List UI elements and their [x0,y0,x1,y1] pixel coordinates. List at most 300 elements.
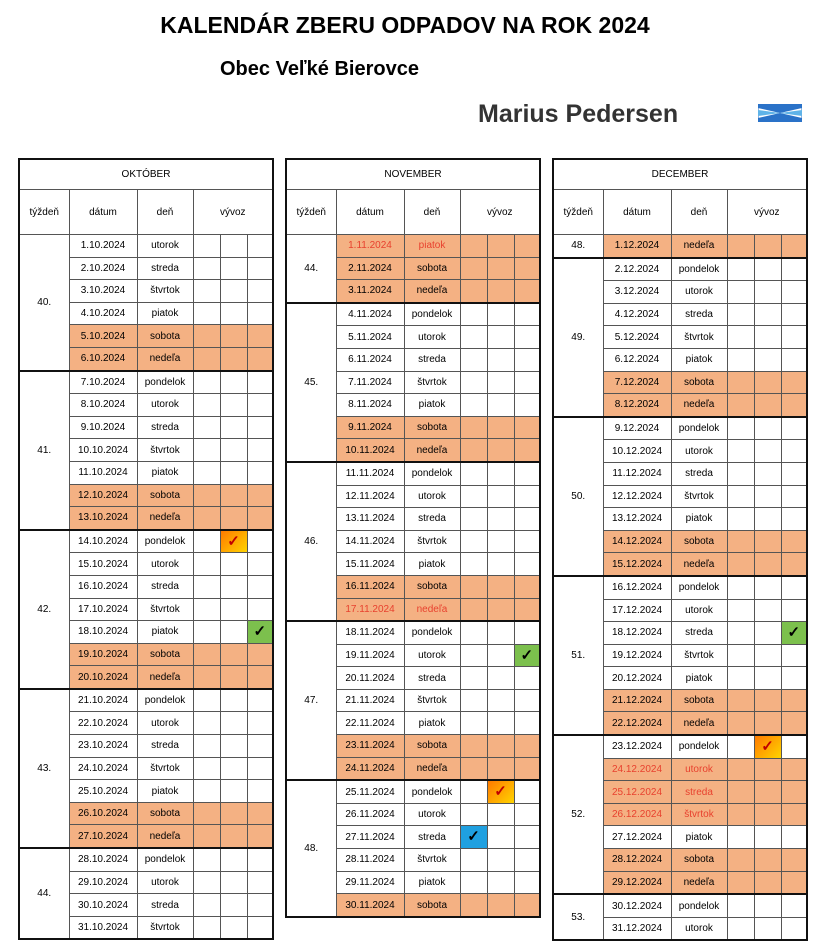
pickup-cell [193,461,220,484]
day-cell: streda [671,622,727,645]
week-number: 40. [19,235,69,371]
table-row [19,848,273,871]
day-cell: piatok [671,667,727,690]
day-cell: sobota [404,735,460,758]
day-cell: sobota [404,575,460,598]
pickup-cell [487,508,514,531]
pickup-cell [193,712,220,735]
pickup-cell [193,484,220,507]
pickup-cell [247,394,273,417]
day-cell: streda [137,735,193,758]
week-number: 41. [19,371,69,530]
pickup-cell [193,439,220,462]
pickup-cell [193,848,220,871]
pickup-cell [781,235,807,258]
pickup-cell [460,371,487,394]
date-cell: 4.11.2024 [336,303,404,326]
pickup-cell [460,894,487,917]
day-cell: utorok [137,553,193,576]
date-cell: 31.10.2024 [69,916,137,939]
page-subtitle: Obec Veľké Bierovce [220,58,419,80]
pickup-cell [193,643,220,666]
table-row [19,689,273,712]
pickup-cell [754,485,781,508]
pickup-cell [460,348,487,371]
pickup-cell [781,781,807,804]
pickup-cell [193,666,220,689]
pickup-cell [781,440,807,463]
date-cell: 22.11.2024 [336,712,404,735]
date-cell: 1.10.2024 [69,235,137,258]
date-cell: 15.11.2024 [336,553,404,576]
pickup-cell [247,780,273,803]
week-number: 45. [286,303,336,462]
date-cell: 21.11.2024 [336,689,404,712]
pickup-cell [247,825,273,848]
date-cell: 23.10.2024 [69,735,137,758]
date-cell: 2.12.2024 [603,258,671,281]
pickup-cell [781,803,807,826]
pickup-cell [193,916,220,939]
pickup-cell [247,757,273,780]
pickup-cell [193,757,220,780]
pickup-cell [460,439,487,462]
date-cell: 28.10.2024 [69,848,137,871]
pickup-cell [460,689,487,712]
day-cell: pondelok [137,371,193,394]
date-cell: 12.11.2024 [336,485,404,508]
pickup-cell [514,257,540,280]
pickup-cell [781,599,807,622]
date-cell: 2.11.2024 [336,257,404,280]
page-title: KALENDÁR ZBERU ODPADOV NA ROK 2024 [160,12,650,38]
pickup-cell [754,826,781,849]
day-cell: pondelok [137,689,193,712]
pickup-cell [727,576,754,599]
day-cell: štvrtok [137,916,193,939]
pickup-cell [460,553,487,576]
pickup-cell [727,485,754,508]
date-cell: 30.11.2024 [336,894,404,917]
pickup-cell [460,508,487,531]
date-cell: 30.12.2024 [603,894,671,917]
pickup-cell [247,416,273,439]
date-cell: 27.11.2024 [336,826,404,849]
date-cell: 21.12.2024 [603,689,671,712]
pickup-cell [220,621,247,644]
month-table-2 [552,158,808,941]
pickup-cell [460,462,487,485]
pickup-cell [754,417,781,440]
date-cell: 14.12.2024 [603,530,671,553]
date-cell: 16.10.2024 [69,575,137,598]
date-cell: 20.10.2024 [69,666,137,689]
date-cell: 15.10.2024 [69,553,137,576]
date-cell: 3.12.2024 [603,281,671,304]
pickup-cell [487,235,514,258]
date-cell: 4.10.2024 [69,302,137,325]
pickup-cell [460,780,487,803]
pickup-cell [193,325,220,348]
pickup-cell [220,916,247,939]
pickup-cell [487,553,514,576]
date-cell: 17.10.2024 [69,598,137,621]
pickup-cell [754,235,781,258]
day-cell: nedeľa [404,598,460,621]
pickup-cell [754,871,781,894]
day-cell: štvrtok [671,644,727,667]
pickup-cell [487,849,514,872]
date-cell: 14.11.2024 [336,530,404,553]
day-cell: štvrtok [404,689,460,712]
pickup-cell [487,621,514,644]
day-cell: sobota [671,530,727,553]
pickup-cell [220,643,247,666]
pickup-cell [460,735,487,758]
day-cell: nedeľa [137,507,193,530]
date-cell: 9.12.2024 [603,417,671,440]
pickup-cell [487,257,514,280]
pickup-cell [487,394,514,417]
day-cell: piatok [404,553,460,576]
column-header-day: deň [137,190,193,235]
checkmark-icon: ✓ [515,645,540,667]
pickup-cell [727,508,754,531]
pickup-cell [754,440,781,463]
pickup-cell [220,461,247,484]
pickup-cell [727,712,754,735]
pickup-cell [247,871,273,894]
pickup-cell [514,326,540,349]
day-cell: štvrtok [671,485,727,508]
date-cell: 23.11.2024 [336,735,404,758]
pickup-cell [514,849,540,872]
month-name: OKTÓBER [19,159,273,190]
week-number: 46. [286,462,336,621]
pickup-cell [781,281,807,304]
date-cell: 29.11.2024 [336,871,404,894]
pickup-cell [727,826,754,849]
pickup-cell [487,712,514,735]
pickup-cell [514,485,540,508]
day-cell: nedeľa [671,394,727,417]
pickup-cell [514,598,540,621]
pickup-cell [220,735,247,758]
pickup-cell [514,712,540,735]
table-row [553,417,807,440]
pickup-cell [514,575,540,598]
pickup-cell [727,599,754,622]
pickup-cell [781,462,807,485]
pickup-cell [460,667,487,690]
day-cell: utorok [671,758,727,781]
pickup-cell [781,871,807,894]
day-cell: streda [671,303,727,326]
pickup-cell [220,347,247,370]
pickup-cell [220,666,247,689]
pickup-cell [781,758,807,781]
column-header-week: týždeň [286,190,336,235]
day-cell: pondelok [404,780,460,803]
pickup-cell [514,394,540,417]
pickup-cell [727,530,754,553]
pickup-cell [460,485,487,508]
day-cell: utorok [671,440,727,463]
day-cell: pondelok [404,303,460,326]
day-cell: utorok [137,712,193,735]
pickup-cell [754,758,781,781]
pickup-cell [220,484,247,507]
pickup-cell [247,257,273,280]
date-cell: 5.11.2024 [336,326,404,349]
pickup-cell [781,530,807,553]
date-cell: 2.10.2024 [69,257,137,280]
pickup-cell [754,371,781,394]
date-cell: 13.10.2024 [69,507,137,530]
pickup-cell [247,461,273,484]
pickup-cell [487,575,514,598]
date-cell: 11.11.2024 [336,462,404,485]
day-cell: sobota [404,416,460,439]
day-cell: piatok [404,394,460,417]
day-cell: pondelok [404,621,460,644]
day-cell: sobota [671,689,727,712]
pickup-cell [781,553,807,576]
pickup-cell [514,303,540,326]
week-number: 48. [286,780,336,917]
pickup-cell [754,508,781,531]
pickup-cell [514,826,540,849]
pickup-cell [220,825,247,848]
date-cell: 22.12.2024 [603,712,671,735]
pickup-cell [220,894,247,917]
pickup-cell [220,553,247,576]
day-cell: nedeľa [671,235,727,258]
pickup-cell [220,280,247,303]
pickup-cell [781,894,807,917]
pickup-cell [754,281,781,304]
pickup-cell [727,417,754,440]
pickup-cell [727,622,754,645]
column-header-date: dátum [603,190,671,235]
brand-logo-icon [758,104,802,122]
pickup-cell [727,644,754,667]
date-cell: 8.12.2024 [603,394,671,417]
day-cell: pondelok [671,417,727,440]
day-cell: nedeľa [137,666,193,689]
pickup-cell [514,780,540,803]
pickup-cell [727,735,754,758]
pickup-cell [727,689,754,712]
day-cell: streda [404,508,460,531]
week-number: 53. [553,894,603,940]
pickup-cell [781,394,807,417]
pickup-cell [247,507,273,530]
date-cell: 12.10.2024 [69,484,137,507]
pickup-cell [754,394,781,417]
date-cell: 18.11.2024 [336,621,404,644]
table-row [19,235,273,258]
column-header-day: deň [671,190,727,235]
pickup-cell [193,302,220,325]
pickup-cell [514,280,540,303]
column-header-week: týždeň [553,190,603,235]
date-cell: 28.11.2024 [336,849,404,872]
pickup-cell [514,462,540,485]
pickup-cell [247,802,273,825]
day-cell: utorok [137,871,193,894]
table-row [286,780,540,803]
week-number: 51. [553,576,603,735]
pickup-cell [781,508,807,531]
pickup-cell [754,599,781,622]
pickup-cell [487,826,514,849]
date-cell: 17.12.2024 [603,599,671,622]
day-cell: pondelok [671,576,727,599]
pickup-cell [460,303,487,326]
pickup-cell [220,416,247,439]
day-cell: streda [404,826,460,849]
pickup-cell [727,803,754,826]
pickup-cell [193,621,220,644]
month-name: NOVEMBER [286,159,540,190]
day-cell: sobota [671,849,727,872]
date-cell: 13.11.2024 [336,508,404,531]
date-cell: 4.12.2024 [603,303,671,326]
table-row [286,235,540,258]
day-cell: štvrtok [404,849,460,872]
week-number: 52. [553,735,603,894]
date-cell: 29.12.2024 [603,871,671,894]
pickup-cell [754,667,781,690]
pickup-cell [754,462,781,485]
pickup-cell [781,644,807,667]
pickup-cell [247,916,273,939]
pickup-cell [727,894,754,917]
column-header-day: deň [404,190,460,235]
day-cell: štvrtok [404,530,460,553]
day-cell: nedeľa [137,347,193,370]
pickup-cell [220,575,247,598]
pickup-cell [220,394,247,417]
pickup-cell [487,894,514,917]
pickup-cell [220,871,247,894]
day-cell: piatok [671,508,727,531]
pickup-cell [754,712,781,735]
table-row [553,235,807,258]
date-cell: 6.10.2024 [69,347,137,370]
pickup-cell [514,689,540,712]
day-cell: utorok [671,281,727,304]
pickup-cell [754,553,781,576]
pickup-cell [487,326,514,349]
date-cell: 31.12.2024 [603,917,671,940]
day-cell: štvrtok [137,439,193,462]
pickup-cell [193,735,220,758]
date-cell: 6.12.2024 [603,348,671,371]
date-cell: 6.11.2024 [336,348,404,371]
date-cell: 9.10.2024 [69,416,137,439]
table-row [286,303,540,326]
pickup-cell [247,347,273,370]
column-header-pickup: vývoz [460,190,540,235]
pickup-cell [727,281,754,304]
pickup-cell [247,643,273,666]
day-cell: utorok [671,599,727,622]
pickup-cell [754,576,781,599]
pickup-cell [193,347,220,370]
pickup-cell [247,530,273,553]
pickup-cell [247,712,273,735]
pickup-cell [460,621,487,644]
date-cell: 29.10.2024 [69,871,137,894]
pickup-cell [514,235,540,258]
month-name: DECEMBER [553,159,807,190]
pickup-cell [514,348,540,371]
column-header-week: týždeň [19,190,69,235]
day-cell: streda [137,416,193,439]
pickup-cell [220,848,247,871]
pickup-cell [460,235,487,258]
day-cell: piatok [404,871,460,894]
date-cell: 10.11.2024 [336,439,404,462]
column-header-pickup: vývoz [193,190,273,235]
date-cell: 1.12.2024 [603,235,671,258]
pickup-cell [781,348,807,371]
pickup-cell [247,439,273,462]
pickup-cell [754,894,781,917]
day-cell: pondelok [671,735,727,758]
pickup-cell [460,803,487,826]
pickup-cell [247,302,273,325]
week-number: 49. [553,258,603,417]
pickup-cell [781,689,807,712]
table-row [19,371,273,394]
day-cell: utorok [671,917,727,940]
pickup-cell [487,667,514,690]
date-cell: 22.10.2024 [69,712,137,735]
day-cell: nedeľa [137,825,193,848]
pickup-cell [193,530,220,553]
pickup-cell [220,371,247,394]
date-cell: 25.11.2024 [336,780,404,803]
month-table-0 [18,158,274,940]
pickup-cell [781,485,807,508]
pickup-cell [754,644,781,667]
pickup-cell [460,598,487,621]
day-cell: nedeľa [404,757,460,780]
week-number: 43. [19,689,69,848]
date-cell: 11.12.2024 [603,462,671,485]
pickup-cell [754,781,781,804]
pickup-cell [487,439,514,462]
pickup-cell [193,280,220,303]
column-header-date: dátum [69,190,137,235]
date-cell: 15.12.2024 [603,553,671,576]
pickup-cell [247,666,273,689]
pickup-cell [220,325,247,348]
week-number: 42. [19,530,69,689]
day-cell: streda [671,462,727,485]
pickup-cell [754,689,781,712]
day-cell: sobota [671,371,727,394]
date-cell: 11.10.2024 [69,461,137,484]
pickup-cell [487,303,514,326]
pickup-cell [781,826,807,849]
table-row [553,258,807,281]
date-cell: 17.11.2024 [336,598,404,621]
pickup-cell [727,462,754,485]
